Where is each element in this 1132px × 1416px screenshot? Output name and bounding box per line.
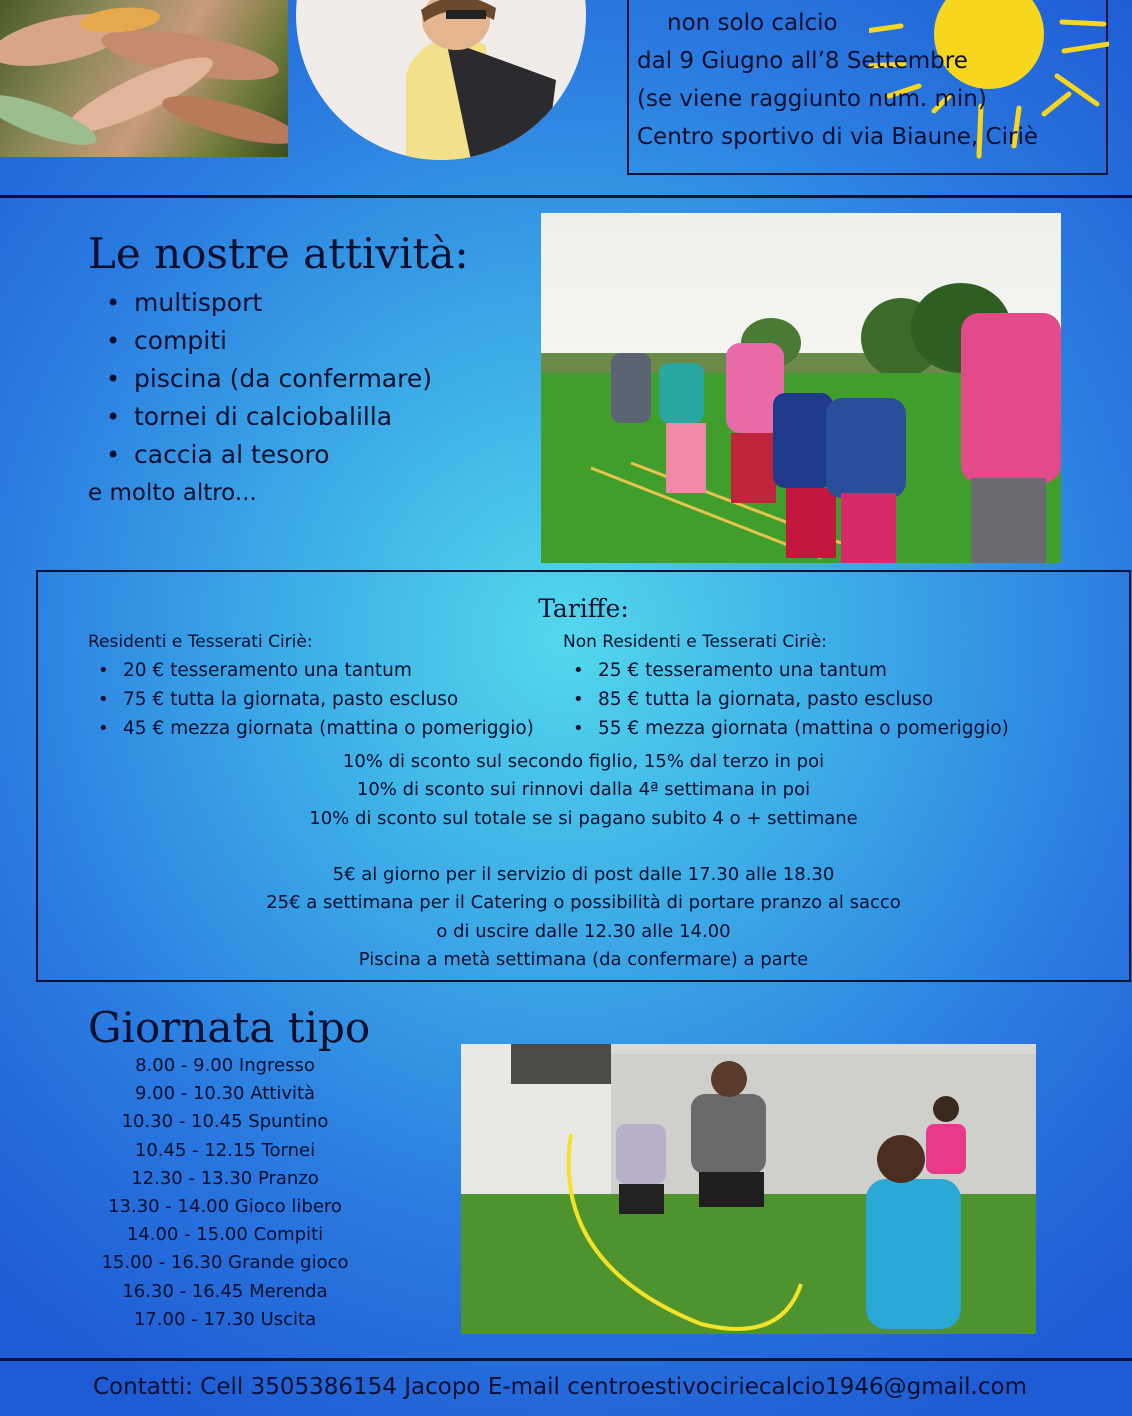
discount-line: 10% di sconto sul totale se si pagano subito 4 o + settimane <box>309 807 858 829</box>
schedule-item: 15.00 - 16.30 Grande gioco <box>101 1252 349 1274</box>
fees-discounts <box>38 748 1129 833</box>
residents-heading: Residenti e Tesserati Ciriè: <box>88 632 313 652</box>
schedule-item: 12.30 - 13.30 Pranzo <box>131 1167 319 1189</box>
schedule-item: 16.30 - 16.45 Merenda <box>122 1280 328 1302</box>
residents-list <box>88 656 558 743</box>
activities-list <box>88 284 508 474</box>
list-item: • compiti <box>88 322 508 360</box>
list-item: • caccia al tesoro <box>88 436 508 474</box>
info-lines <box>637 4 1107 156</box>
extra-line: 25€ a settimana per il Catering o possibilità di portare pranzo al sacco <box>266 892 901 914</box>
activities-title: Le nostre attività: <box>88 229 469 278</box>
extra-line: Piscina a metà settimana (da confermare) a parte <box>358 948 809 970</box>
info-line-tagline: non solo calcio <box>667 10 838 36</box>
info-line-minimum: (se viene raggiunto num. min) <box>637 86 987 112</box>
fees-extras <box>38 861 1129 974</box>
schedule-title: Giornata tipo <box>88 1003 371 1052</box>
schedule-item: 10.30 - 10.45 Spuntino <box>121 1111 329 1133</box>
fees-box <box>36 570 1131 982</box>
schedule-item: 8.00 - 9.00 Ingresso <box>135 1055 315 1076</box>
schedule-item: 14.00 - 15.00 Compiti <box>126 1224 324 1246</box>
list-item: • 25 € tesseramento una tantum <box>563 656 1123 685</box>
list-item: • 55 € mezza giornata (mattina o pomeriggio) <box>563 714 1123 743</box>
photo-stacked-hands <box>0 0 288 157</box>
divider-top <box>0 195 1132 198</box>
info-line-dates: dal 9 Giugno all’8 Settembre <box>637 48 968 74</box>
list-item: • 20 € tesseramento una tantum <box>88 656 558 685</box>
schedule-item: 9.00 - 10.30 Attività <box>134 1083 316 1105</box>
list-item: • 85 € tutta la giornata, pasto escluso <box>563 685 1123 714</box>
list-item: • 75 € tutta la giornata, pasto escluso <box>88 685 558 714</box>
fees-non-residents <box>563 628 1123 743</box>
extra-line: 5€ al giorno per il servizio di post dalle 17.30 alle 18.30 <box>332 864 835 885</box>
list-item: • piscina (da confermare) <box>88 360 508 398</box>
activities-more: e molto altro... <box>88 480 257 506</box>
photo-kids-jump-rope <box>461 1044 1036 1334</box>
schedule-item: 10.45 - 12.15 Tornei <box>134 1139 316 1161</box>
non-residents-heading: Non Residenti e Tesserati Ciriè: <box>563 632 827 652</box>
info-line-location: Centro sportivo di via Biaune, Ciriè <box>637 124 1038 150</box>
list-item: • multisport <box>88 284 508 322</box>
fees-title: Tariffe: <box>538 594 629 623</box>
extra-line: o di uscire dalle 12.30 alle 14.00 <box>436 920 731 942</box>
list-item: • tornei di calciobalilla <box>88 398 508 436</box>
photo-child-superhero <box>296 0 586 160</box>
schedule-item: 13.30 - 14.00 Gioco libero <box>108 1196 342 1218</box>
fees-residents <box>88 628 558 743</box>
schedule-list <box>70 1052 380 1334</box>
non-residents-list <box>563 656 1123 743</box>
list-item: • 45 € mezza giornata (mattina o pomeriggio) <box>88 714 558 743</box>
discount-line: 10% di sconto sui rinnovi dalla 4ª settimana in poi <box>356 779 811 801</box>
divider-bottom <box>0 1358 1132 1361</box>
info-box <box>627 0 1108 175</box>
discount-line: 10% di sconto sul secondo figlio, 15% dal terzo in poi <box>342 751 825 772</box>
contacts-footer: Contatti: Cell 3505386154 Jacopo E-mail centroestivociriecalcio1946@gmail.com <box>92 1374 1027 1400</box>
schedule-item: 17.00 - 17.30 Uscita <box>133 1308 317 1330</box>
photo-kids-agility-ladder <box>541 213 1061 563</box>
